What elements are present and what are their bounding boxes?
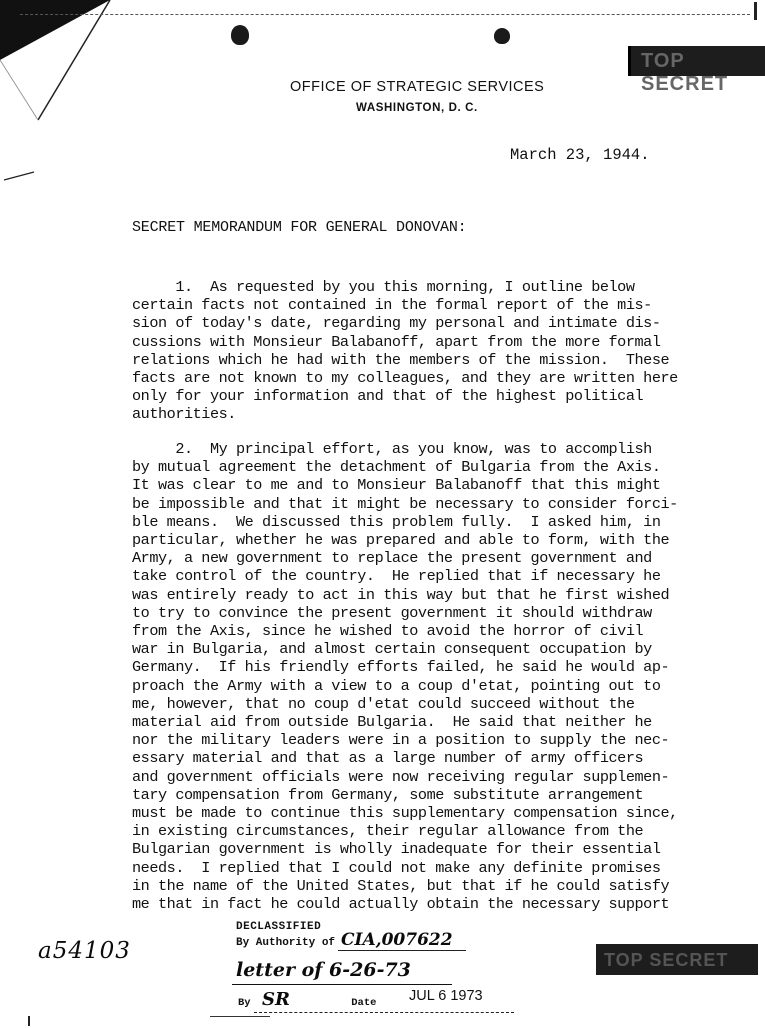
declassification-date: JUL 6 1973 — [409, 988, 483, 1004]
left-underline — [210, 1016, 270, 1017]
paragraph-line: in existing circumstances, their regular allowance from the — [132, 822, 644, 841]
paragraph-line: 1. As requested by you this morning, I outline below — [132, 278, 635, 296]
authority-label: By Authority of — [236, 937, 336, 949]
paragraph-line: ble means. We discussed this problem fully. I asked him, in — [132, 512, 661, 531]
by-label: By — [238, 997, 251, 1009]
paragraph-line: sion of today's date, regarding my personal and intimate dis- — [132, 314, 661, 333]
memo-subject: SECRET MEMORANDUM FOR GENERAL DONOVAN: — [132, 219, 467, 236]
declassified-heading: DECLASSIFIED — [236, 921, 322, 933]
paragraph-line: proach the Army with a view to a coup d'etat, pointing out to — [132, 676, 661, 695]
paragraph-1 — [132, 278, 742, 424]
paragraph-line: from the Axis, since he wished to avoid the horror of civil — [132, 622, 644, 641]
corner-edge-mark — [0, 160, 40, 190]
paragraph-line: facts are not known to my colleagues, and they are written here — [132, 369, 678, 388]
memo-date: March 23, 1944. — [510, 146, 650, 164]
paragraph-line: authorities. — [132, 405, 236, 424]
by-date-underline — [254, 1012, 514, 1013]
paragraph-line: particular, whether he was prepared and able to form, with the — [132, 531, 670, 550]
paragraph-line: was entirely ready to act in this way but that he first wished — [132, 585, 670, 604]
paragraph-line: needs. I replied that I could not make any definite promises — [132, 858, 661, 877]
top-edge-line — [20, 14, 750, 16]
paragraph-line: essary material and that as a large number of army officers — [132, 749, 644, 768]
by-date-row — [238, 997, 376, 1009]
letter-reference: letter of 6-26-73 — [236, 959, 411, 981]
paragraph-line: in the name of the United States, but that if he could satisfy — [132, 876, 670, 895]
by-initials: SR — [262, 989, 290, 1010]
stamp-bottom-text: TOP SECRET — [604, 950, 729, 970]
stamp-top-text: TOP SECRET — [641, 50, 729, 95]
punch-hole-left — [231, 25, 249, 45]
handwritten-document-id: a54103 — [38, 938, 131, 964]
edge-mark — [754, 2, 757, 20]
margin-mark — [28, 1016, 30, 1026]
paragraph-line: war in Bulgaria, and almost certain consequent occupation by — [132, 640, 652, 659]
paragraph-line: be impossible and that it might be necessary to consider forci- — [132, 494, 678, 513]
paragraph-line: It was clear to me and to Monsieur Balabanoff that this might — [132, 476, 661, 495]
folded-corner — [0, 0, 120, 125]
punch-hole-right — [494, 28, 510, 44]
paragraph-line: Army, a new government to replace the present government and — [132, 549, 652, 568]
paragraph-line: me, however, that no coup d'etat could succeed without the — [132, 694, 635, 713]
date-label: Date — [351, 997, 377, 1009]
paragraph-line: Germany. If his friendly efforts failed, he said he would ap- — [132, 658, 670, 677]
paragraph-2 — [132, 440, 742, 913]
paragraph-line: take control of the country. He replied that if necessary he — [132, 567, 661, 586]
paragraph-line: certain facts not contained in the formal report of the mis- — [132, 296, 652, 315]
paragraph-line: Bulgarian government is wholly inadequate for their essential — [132, 840, 661, 859]
authority-underline — [338, 950, 466, 951]
paragraph-line: material aid from outside Bulgaria. He said that neither he — [132, 713, 652, 732]
top-secret-stamp-top — [628, 46, 765, 95]
paragraph-line: only for your information and that of the highest political — [132, 387, 644, 406]
paragraph-line: 2. My principal effort, as you know, was to accomplish — [132, 440, 652, 458]
top-secret-stamp-bottom — [596, 944, 758, 975]
paragraph-line: relations which he had with the members of the mission. These — [132, 350, 670, 369]
paragraph-line: me that in fact he could actually obtain the necessary support — [132, 895, 670, 914]
letterhead-city: WASHINGTON, D. C. — [356, 102, 478, 114]
paragraph-line: nor the military leaders were in a position to supply the nec- — [132, 731, 670, 750]
paragraph-line: and government officials were now receiving regular supplemen- — [132, 767, 670, 786]
paragraph-line: must be made to continue this supplementary compensation since, — [132, 804, 678, 823]
authority-value: CIA,007622 — [341, 930, 453, 950]
paragraph-line: tary compensation from Germany, some substitute arrangement — [132, 785, 644, 804]
letter-underline — [232, 984, 452, 985]
paragraph-line: cussions with Monsieur Balabanoff, apart from the more formal — [132, 332, 661, 351]
paragraph-line: by mutual agreement the detachment of Bulgaria from the Axis. — [132, 458, 661, 477]
paragraph-line: to try to convince the present government it should withdraw — [132, 603, 652, 622]
letterhead-office: OFFICE OF STRATEGIC SERVICES — [290, 79, 545, 95]
